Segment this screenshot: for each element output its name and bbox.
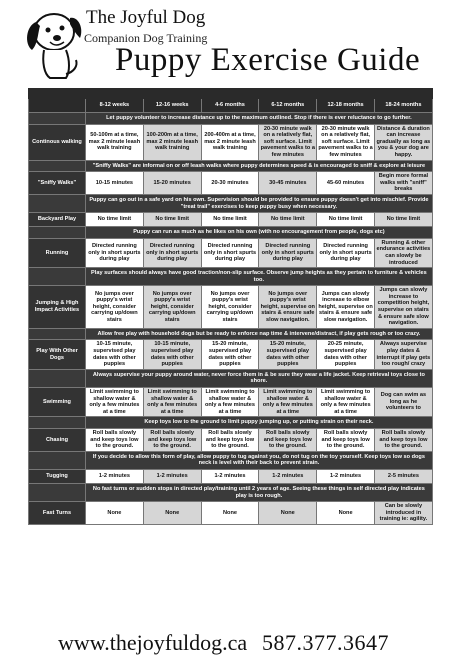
activity-row bbox=[29, 124, 433, 160]
guideline-cell: 1-2 minutes bbox=[317, 469, 375, 483]
note-label-spacer bbox=[29, 451, 86, 469]
note-label-spacer bbox=[29, 194, 86, 212]
activity-row bbox=[29, 286, 433, 329]
note-row bbox=[29, 227, 433, 239]
note-label-spacer bbox=[29, 417, 86, 429]
guideline-cell: 2-5 minutes bbox=[374, 469, 432, 483]
guideline-cell: 1-2 minutes bbox=[201, 469, 259, 483]
activity-label: Swimming bbox=[29, 388, 86, 417]
phone-text: 587.377.3647 bbox=[262, 630, 389, 655]
guideline-cell: 100-200m at a time, max 2 minute leash walk training bbox=[143, 124, 201, 160]
activity-label: Continous walking bbox=[29, 124, 86, 160]
guideline-cell: No jumps over puppy's wrist height, supervise on stairs & ensure safe slow navigation. bbox=[259, 286, 317, 329]
note-text: Let puppy volunteer to increase distance up to the maximum outlined. Stop if there is ever reluctance to go further. bbox=[86, 113, 433, 125]
guideline-cell: Directed running only in short spurts during play bbox=[86, 238, 144, 267]
guideline-cell: 45-60 minutes bbox=[317, 172, 375, 195]
note-row bbox=[29, 113, 433, 125]
note-text: Allow free play with household dogs but be ready to enforce nap time & intervene/distract, if play gets rough or too crazy. bbox=[86, 328, 433, 340]
guideline-cell: Always supervise play dates & interrupt if play gets too rough/ crazy bbox=[374, 340, 432, 369]
guideline-cell: None bbox=[143, 502, 201, 525]
activity-label: "Sniffy Walks" bbox=[29, 172, 86, 195]
guideline-cell: No jumps over puppy's wrist height, consider carrying up/down stairs bbox=[86, 286, 144, 329]
activity-row bbox=[29, 172, 433, 195]
note-row bbox=[29, 451, 433, 469]
note-row bbox=[29, 160, 433, 172]
guideline-cell: 50-100m at a time, max 2 minute leash walk training bbox=[86, 124, 144, 160]
activity-row bbox=[29, 502, 433, 525]
guideline-cell: 20-30 minutes bbox=[201, 172, 259, 195]
guideline-cell: None bbox=[86, 502, 144, 525]
age-header: 8-12 weeks bbox=[86, 99, 144, 113]
activity-row bbox=[29, 428, 433, 451]
guideline-cell: Directed running only in short spurts during play bbox=[317, 238, 375, 267]
guide-body bbox=[29, 113, 433, 525]
note-row bbox=[29, 328, 433, 340]
activity-row bbox=[29, 388, 433, 417]
note-label-spacer bbox=[29, 328, 86, 340]
guideline-cell: Roll balls slowly and keep toys low to the ground. bbox=[259, 428, 317, 451]
activity-label: Chasing bbox=[29, 428, 86, 451]
age-header: 4-6 months bbox=[201, 99, 259, 113]
note-label-spacer bbox=[29, 160, 86, 172]
activity-label: Running bbox=[29, 238, 86, 267]
page-title: Puppy Exercise Guide bbox=[115, 42, 421, 78]
guideline-cell: No time limit bbox=[374, 213, 432, 227]
guideline-cell: 10-15 minute, supervised play dates with other puppies bbox=[86, 340, 144, 369]
guideline-cell: None bbox=[259, 502, 317, 525]
website-text: www.thejoyfuldog.ca bbox=[58, 630, 248, 655]
guideline-cell: 200-400m at a time, max 2 minute leash walk training bbox=[201, 124, 259, 160]
guideline-cell: 15-20 minute, supervised play dates with other puppies bbox=[201, 340, 259, 369]
guideline-cell: 1-2 minutes bbox=[143, 469, 201, 483]
guideline-cell: 30-45 minutes bbox=[259, 172, 317, 195]
note-row bbox=[29, 194, 433, 212]
guideline-cell: No time limit bbox=[259, 213, 317, 227]
guideline-cell: Roll balls slowly and keep toys low to the ground. bbox=[317, 428, 375, 451]
guideline-cell: No jumps over puppy's wrist height, consider carrying up/down stairs bbox=[143, 286, 201, 329]
activity-label: Fast Turns bbox=[29, 502, 86, 525]
note-text: No fast turns or sudden stops in directed play/training until 2 years of age. Seeing these things in self directed play indicates play is too rough. bbox=[86, 483, 433, 501]
guideline-cell: Directed running only in short spurts during play bbox=[143, 238, 201, 267]
guideline-cell: 15-20 minute, supervised play dates with other puppies bbox=[259, 340, 317, 369]
guideline-cell: Roll balls slowly and keep toys low to the ground. bbox=[374, 428, 432, 451]
guideline-cell: 20-25 minute, supervised play dates with other puppies bbox=[317, 340, 375, 369]
guideline-cell: Limit swimming to shallow water & only a few minutes at a time bbox=[201, 388, 259, 417]
note-label-spacer bbox=[29, 369, 86, 387]
activity-label: Backyard Play bbox=[29, 213, 86, 227]
guideline-cell: Begin more formal walks with "sniff" breaks bbox=[374, 172, 432, 195]
guideline-cell: Roll balls slowly and keep toys low to the ground. bbox=[86, 428, 144, 451]
note-row bbox=[29, 417, 433, 429]
guideline-cell: Limit swimming to shallow water & only a few minutes at a time bbox=[259, 388, 317, 417]
note-label-spacer bbox=[29, 113, 86, 125]
guideline-cell: No time limit bbox=[143, 213, 201, 227]
guideline-cell: Roll balls slowly and keep toys low to the ground. bbox=[143, 428, 201, 451]
brand-name: The Joyful Dog bbox=[86, 7, 206, 28]
guideline-cell: 10-15 minutes bbox=[86, 172, 144, 195]
age-header: 6-12 months bbox=[259, 99, 317, 113]
note-text: "Sniffy Walks" are informal on or off leash walks where puppy determines speed & is encouraged to sniff & explore at leisure bbox=[86, 160, 433, 172]
guideline-cell: Distance & duration can increase gradually as long as you & your dog are happy. bbox=[374, 124, 432, 160]
corner-cell bbox=[29, 99, 86, 113]
note-label-spacer bbox=[29, 268, 86, 286]
guideline-cell: No jumps over puppy's wrist height, consider carrying up/down stairs bbox=[201, 286, 259, 329]
guideline-cell: Roll balls slowly and keep toys low to the ground. bbox=[201, 428, 259, 451]
note-row bbox=[29, 483, 433, 501]
guideline-cell: Running & other endurance activities can slowly be introduced bbox=[374, 238, 432, 267]
note-text: Always supervise your puppy around water, never force them in & be sure they wear a life jacket. Keep retrieval toys close to shore. bbox=[86, 369, 433, 387]
guideline-cell: No time limit bbox=[86, 213, 144, 227]
footer bbox=[0, 628, 474, 668]
guideline-cell: No time limit bbox=[317, 213, 375, 227]
guideline-cell: Limit swimming to shallow water & only a few minutes at a time bbox=[86, 388, 144, 417]
guideline-cell: 15-20 minutes bbox=[143, 172, 201, 195]
activity-label: Jumping & High Impact Activities bbox=[29, 286, 86, 329]
table-top-bar bbox=[29, 89, 433, 99]
guideline-cell: No time limit bbox=[201, 213, 259, 227]
activity-label: Play With Other Dogs bbox=[29, 340, 86, 369]
guideline-cell: 20-30 minute walk on a relatively flat, soft surface. Limit pavement walks to a few minutes bbox=[259, 124, 317, 160]
note-text: If you decide to allow this form of play, allow puppy to tug against you, do not tug on the toy yourself. Keep toys low so dogs neck is level with their back to prevent strain. bbox=[86, 451, 433, 469]
activity-row bbox=[29, 340, 433, 369]
note-label-spacer bbox=[29, 483, 86, 501]
header bbox=[0, 0, 474, 86]
guideline-cell: Directed running only in short spurts during play bbox=[201, 238, 259, 267]
activity-label: Tugging bbox=[29, 469, 86, 483]
note-text: Puppy can run as much as he likes on his own (with no encouragement from people, dogs etc) bbox=[86, 227, 433, 239]
guideline-cell: 1-2 minutes bbox=[86, 469, 144, 483]
age-header-row bbox=[29, 99, 433, 113]
guideline-cell: 20-30 minute walk on a relatively flat, soft surface. Limit pavement walks to a few minutes bbox=[317, 124, 375, 160]
guideline-cell: None bbox=[317, 502, 375, 525]
activity-row bbox=[29, 213, 433, 227]
dog-logo-icon bbox=[20, 4, 90, 84]
guideline-cell: Limit swimming to shallow water & only a few minutes at a time bbox=[143, 388, 201, 417]
guideline-cell: 10-15 minute, supervised play dates with other puppies bbox=[143, 340, 201, 369]
age-header: 12-18 months bbox=[317, 99, 375, 113]
note-row bbox=[29, 369, 433, 387]
note-text: Play surfaces should always have good traction/non-slip surface. Observe jump heights as they pertain to furniture & vehicles too. bbox=[86, 268, 433, 286]
activity-row bbox=[29, 469, 433, 483]
guideline-cell: 1-2 minutes bbox=[259, 469, 317, 483]
note-row bbox=[29, 268, 433, 286]
note-text: Keep toys low to the ground to limit puppy jumping up, or putting strain on their neck. bbox=[86, 417, 433, 429]
age-header: 12-16 weeks bbox=[143, 99, 201, 113]
guideline-cell: Dog can swim as long as he volunteers to bbox=[374, 388, 432, 417]
guideline-cell: Directed running only in short spurts during play bbox=[259, 238, 317, 267]
age-header: 18-24 months bbox=[374, 99, 432, 113]
guideline-cell: Jumps can slowly increase to elbow height, supervise on stairs & ensure safe slow navigation. bbox=[317, 286, 375, 329]
note-text: Puppy can go out in a safe yard on his own. Supervision should be provided to ensure puppy doesn't get into mischief. Provide "treat trail" exercises to keep puppy busy when necessary. bbox=[86, 194, 433, 212]
guideline-cell: Can be slowly introduced in training ie: agility. bbox=[374, 502, 432, 525]
note-label-spacer bbox=[29, 227, 86, 239]
guideline-cell: Jumps can slowly increase to competition height, supervise on stairs & ensure safe slow navigation. bbox=[374, 286, 432, 329]
brand-subtitle: Companion Dog Training bbox=[84, 31, 208, 45]
exercise-guide-table bbox=[28, 88, 433, 525]
guideline-cell: None bbox=[201, 502, 259, 525]
guideline-cell: Limit swimming to shallow water & only a few minutes at a time bbox=[317, 388, 375, 417]
activity-row bbox=[29, 238, 433, 267]
